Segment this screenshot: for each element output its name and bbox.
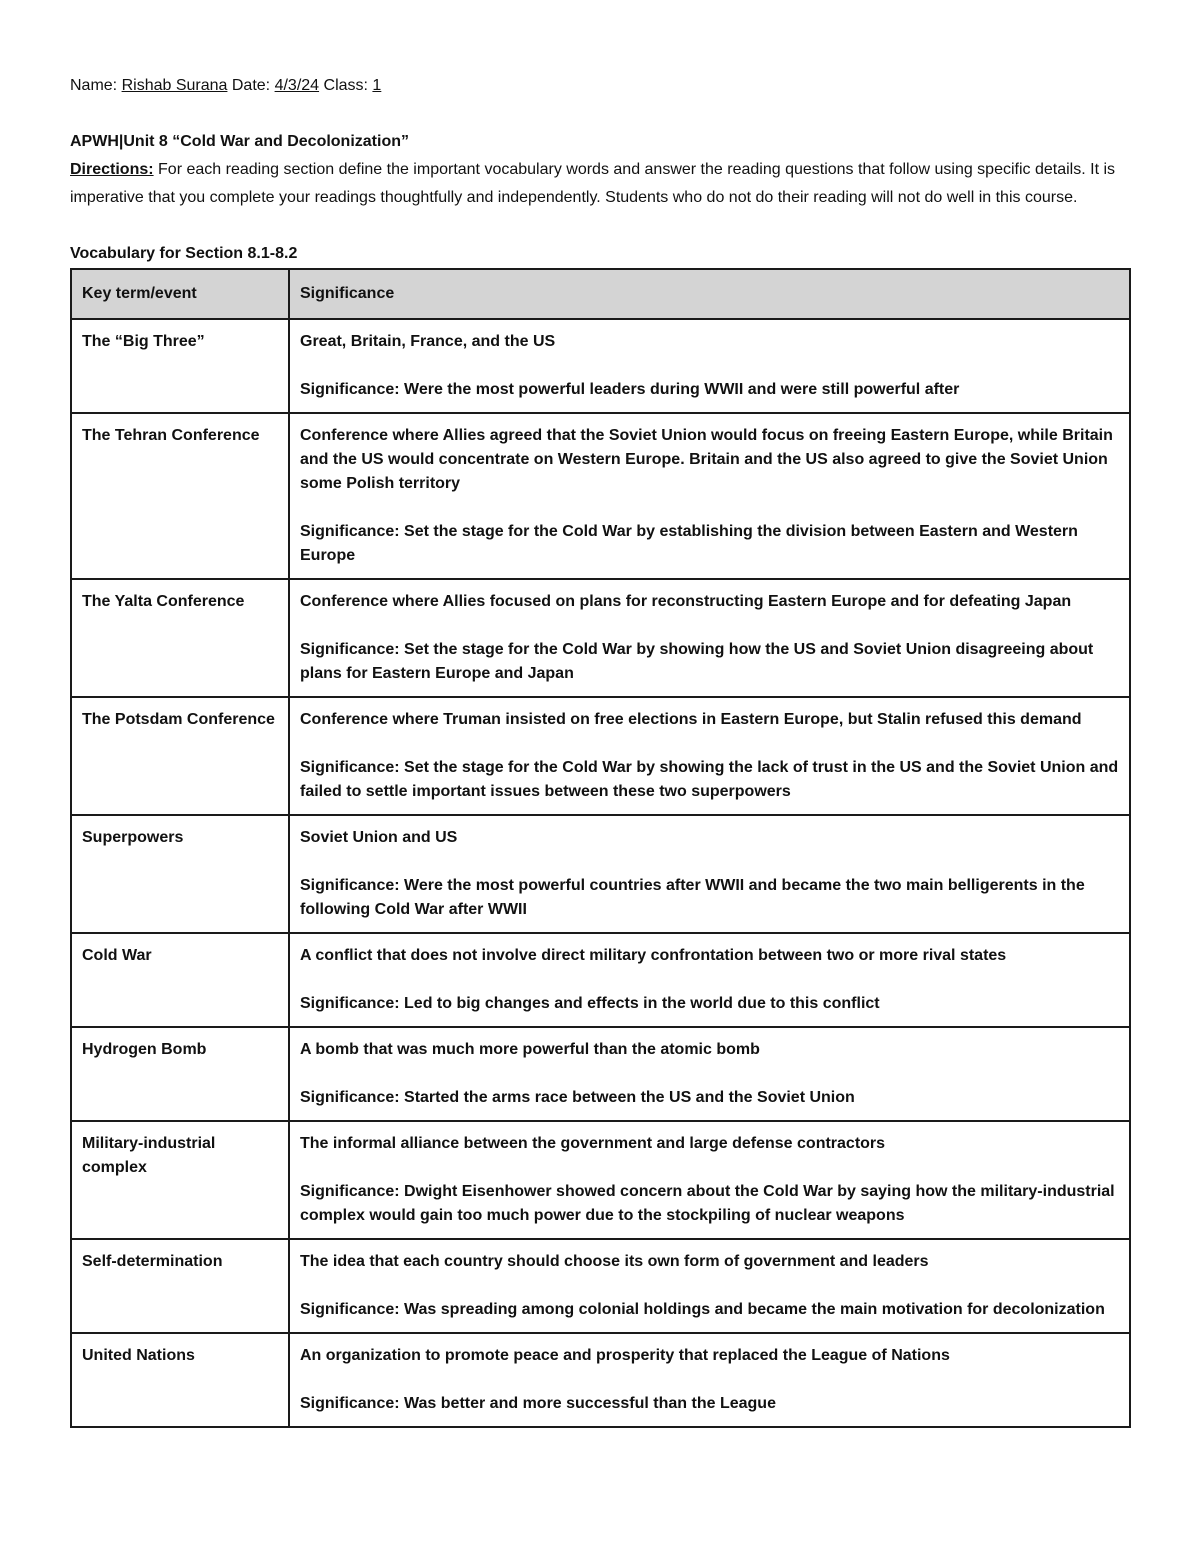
row-significance: Significance: Set the stage for the Cold War by showing the lack of trust in the US and the Soviet Union and failed to settle important issues between these two superpowers	[300, 759, 1119, 800]
date-label: Date:	[231, 77, 271, 94]
directions-text: For each reading section define the important vocabulary words and answer the reading questions that follow using specific details. It is imperative that you complete your readings thoughtfully and independently. Students who do not do their reading will not do well in this course.	[70, 161, 1116, 206]
row-definition: The idea that each country should choose its own form of government and leaders	[300, 1253, 929, 1270]
unit-heading: APWH|Unit 8 “Cold War and Decolonization”	[70, 133, 409, 150]
row-definition: Conference where Allies agreed that the Soviet Union would focus on freeing Eastern Europe, while Britain and the US would concentrate on Western Europe. Britain and the US also agreed to give the Soviet Union some Polish territory	[300, 427, 1113, 492]
date-value: 4/3/24	[274, 77, 320, 94]
row-significance-cell	[289, 1333, 1130, 1427]
class-value: 1	[372, 77, 382, 94]
row-definition: Soviet Union and US	[300, 829, 458, 846]
row-term: The Yalta Conference	[71, 579, 289, 697]
table-row	[71, 319, 1130, 413]
row-significance: Significance: Were the most powerful countries after WWII and became the two main belligerents in the following Cold War after WWII	[300, 877, 1085, 918]
table-row	[71, 413, 1130, 579]
row-term: Military-industrial complex	[71, 1121, 289, 1239]
row-significance: Significance: Was spreading among colonial holdings and became the main motivation for decolonization	[300, 1301, 1105, 1318]
row-significance-cell	[289, 1121, 1130, 1239]
directions-paragraph	[70, 156, 1132, 212]
name-label: Name:	[70, 77, 118, 94]
row-significance-cell	[289, 697, 1130, 815]
row-definition: A conflict that does not involve direct military confrontation between two or more rival states	[300, 947, 1007, 964]
row-significance: Significance: Was better and more successful than the League	[300, 1395, 776, 1412]
row-term: Hydrogen Bomb	[71, 1027, 289, 1121]
name-value: Rishab Surana	[121, 77, 228, 94]
student-info-line	[70, 72, 1132, 100]
row-significance-cell	[289, 319, 1130, 413]
row-significance: Significance: Started the arms race between the US and the Soviet Union	[300, 1089, 855, 1106]
class-label: Class:	[323, 77, 368, 94]
row-significance-cell	[289, 1239, 1130, 1333]
table-row	[71, 1239, 1130, 1333]
vocab-section-title: Vocabulary for Section 8.1-8.2	[70, 245, 298, 262]
row-significance: Significance: Dwight Eisenhower showed concern about the Cold War by saying how the military-industrial complex would gain too much power due to the stockpiling of nuclear weapons	[300, 1183, 1115, 1224]
row-significance-cell	[289, 933, 1130, 1027]
row-significance-cell	[289, 579, 1130, 697]
row-term: Superpowers	[71, 815, 289, 933]
table-row	[71, 1333, 1130, 1427]
row-significance-cell	[289, 1027, 1130, 1121]
row-definition: Conference where Truman insisted on free elections in Eastern Europe, but Stalin refused this demand	[300, 711, 1082, 728]
vocab-table	[70, 268, 1131, 1428]
row-definition: The informal alliance between the government and large defense contractors	[300, 1135, 886, 1152]
directions-label: Directions:	[70, 161, 154, 178]
row-term: Self-determination	[71, 1239, 289, 1333]
row-significance-cell	[289, 413, 1130, 579]
row-significance: Significance: Set the stage for the Cold War by establishing the division between Eastern and Western Europe	[300, 523, 1078, 564]
row-significance: Significance: Led to big changes and effects in the world due to this conflict	[300, 995, 880, 1012]
row-significance: Significance: Were the most powerful leaders during WWII and were still powerful after	[300, 381, 960, 398]
table-row	[71, 933, 1130, 1027]
header-significance: Significance	[289, 269, 1130, 319]
row-term: The Tehran Conference	[71, 413, 289, 579]
row-significance-cell	[289, 815, 1130, 933]
row-term: United Nations	[71, 1333, 289, 1427]
row-term: Cold War	[71, 933, 289, 1027]
row-definition: An organization to promote peace and prosperity that replaced the League of Nations	[300, 1347, 950, 1364]
table-row	[71, 1027, 1130, 1121]
row-definition: A bomb that was much more powerful than the atomic bomb	[300, 1041, 760, 1058]
table-row	[71, 579, 1130, 697]
blank-line	[70, 100, 1132, 128]
row-definition: Great, Britain, France, and the US	[300, 333, 556, 350]
row-definition: Conference where Allies focused on plans for reconstructing Eastern Europe and for defeating Japan	[300, 593, 1072, 610]
table-row	[71, 697, 1130, 815]
header-key-term: Key term/event	[71, 269, 289, 319]
table-row	[71, 815, 1130, 933]
row-term: The “Big Three”	[71, 319, 289, 413]
row-significance: Significance: Set the stage for the Cold War by showing how the US and Soviet Union disagreeing about plans for Eastern Europe and Japan	[300, 641, 1094, 682]
table-header-row	[71, 269, 1130, 319]
document-page	[70, 72, 1132, 1428]
row-term: The Potsdam Conference	[71, 697, 289, 815]
table-row	[71, 1121, 1130, 1239]
